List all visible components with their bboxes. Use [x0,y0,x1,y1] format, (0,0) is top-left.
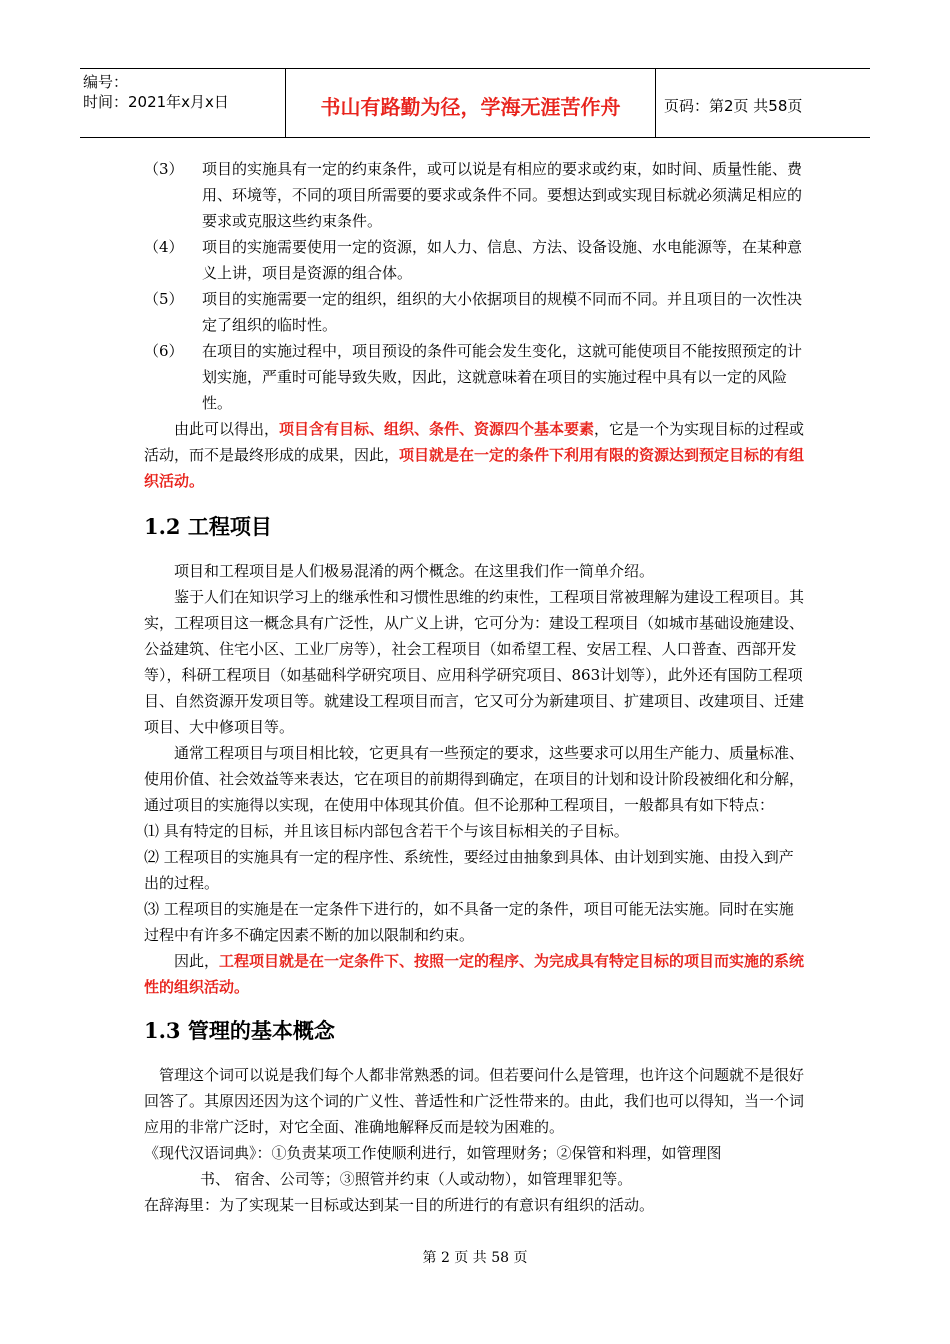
summary-text: ，它是一个为实现目标的过程或活动，而不是最终形成的成果，因此， [144,420,805,464]
paragraph: 管理这个词可以说是我们每个人都非常熟悉的词。但若要问什么是管理，也许这个问题就不是很好回答了。其原因还因为这个词的广义性、普适性和广泛性带来的。由此，我们也可以得知，当一个词应用的非常广泛时，对它全面、准确地解释反而是较为困难的。 [144,1066,805,1136]
list-number: （4） [144,238,184,256]
list-text: 在项目的实施过程中，项目预设的条件可能会发生变化，这就可能使项目不能按照预定的计划实施，严重时可能导致失败，因此，这就意味着在项目的实施过程中具有以一定的风险性。 [202,342,803,412]
summary-highlight: 项目就是在一定的条件下利用有限的资源达到预定目标的有组织活动。 [144,446,805,490]
list-item [144,234,808,286]
list-text: 项目的实施需要使用一定的资源，如人力、信息、方法、设备设施、水电能源等，在某种意义上讲，项目是资源的组合体。 [202,238,803,282]
list-text: 项目的实施具有一定的约束条件，或可以说是有相应的要求或约束，如时间、质量性能、费用、环境等，不同的项目所需要的要求或条件不同。要想达到或实现目标就必须满足相应的要求或克服这些约束条件。 [202,160,803,230]
feature-item: ⑶ 工程项目的实施是在一定条件下进行的，如不具备一定的条件，项目可能无法实施。同时在实施过程中有许多不确定因素不断的加以限制和约束。 [144,900,794,944]
header-meta [80,69,286,137]
document-body [144,156,808,1218]
page-footer: 第 2 页 共 58 页 [422,1250,528,1266]
section-heading: 1.2 工程项目 [144,514,272,539]
conclusion-text: 因此， [174,952,220,970]
list-item [144,156,808,234]
conclusion-paragraph [144,948,808,1000]
conclusion-highlight: 工程项目就是在一定条件下、按照一定的程序、为完成具有特定目标的项目而实施的系统性的组织活动。 [144,952,805,996]
section-heading: 1.3 管理的基本概念 [144,1018,335,1043]
list-number: （5） [144,290,184,308]
list-number: （3） [144,160,184,178]
list-number: （6） [144,342,184,360]
summary-text: 由此可以得出， [174,420,280,438]
list-item [144,338,808,416]
summary-highlight: 项目含有目标、组织、条件、资源四个基本要素 [279,420,595,438]
paragraph: 通常工程项目与项目相比较，它更具有一些预定的要求，这些要求可以用生产能力、质量标准、使用价值、社会效益等来表达，它在项目的前期得到确定，在项目的计划和设计阶段被细化和分解，通过项目的实施得以实现，在使用中体现其价值。但不论那种工程项目，一般都具有如下特点： [144,744,805,814]
list-item [144,286,808,338]
time-label: 时间：2021年x月x日 [83,93,229,111]
header-page-info: 页码：第2页 共58页 [664,96,803,115]
dictionary-line: 《现代汉语词典》：①负责某项工作使顺利进行，如管理财务；②保管和料理，如管理图 [144,1144,722,1162]
list-text: 项目的实施需要一定的组织，组织的大小依据项目的规模不同而不同。并且项目的一次性决定了组织的临时性。 [202,290,803,334]
feature-item: ⑵ 工程项目的实施具有一定的程序性、系统性，要经过由抽象到具体、由计划到实施、由投入到产出的过程。 [144,848,794,892]
header-table [80,68,870,138]
feature-item: ⑴ 具有特定的目标，并且该目标内部包含若干个与该目标相关的子目标。 [144,822,629,840]
dictionary-line: 书、 宿舍、公司等；③照管并约束（人或动物），如管理罪犯等。 [200,1170,633,1188]
paragraph: 鉴于人们在知识学习上的继承性和习惯性思维的约束性，工程项目常被理解为建设工程项目。其实，工程项目这一概念具有广泛性，从广义上讲，它可分为：建设工程项目（如城市基础设施建设、公益建筑、住宅小区、工业厂房等），社会工程项目（如希望工程、安居工程、人口普查、西部开发等），科研工程项目（如基础科学研究项目、应用科学研究项目、863计划等），此外还有国防工程项目、自然资源开发项目等。就建设工程项目而言，它又可分为新建项目、扩建项目、改建项目、迁建项目、大中修项目等。 [144,588,805,736]
cihai-line: 在辞海里：为了实现某一目标或达到某一目的所进行的有意识有组织的活动。 [144,1196,655,1214]
summary-paragraph [144,416,808,494]
header-motto: 书山有路勤为径，学海无涯苦作舟 [286,69,656,137]
number-label: 编号： [83,73,129,91]
paragraph: 项目和工程项目是人们极易混淆的两个概念。在这里我们作一简单介绍。 [174,562,655,580]
